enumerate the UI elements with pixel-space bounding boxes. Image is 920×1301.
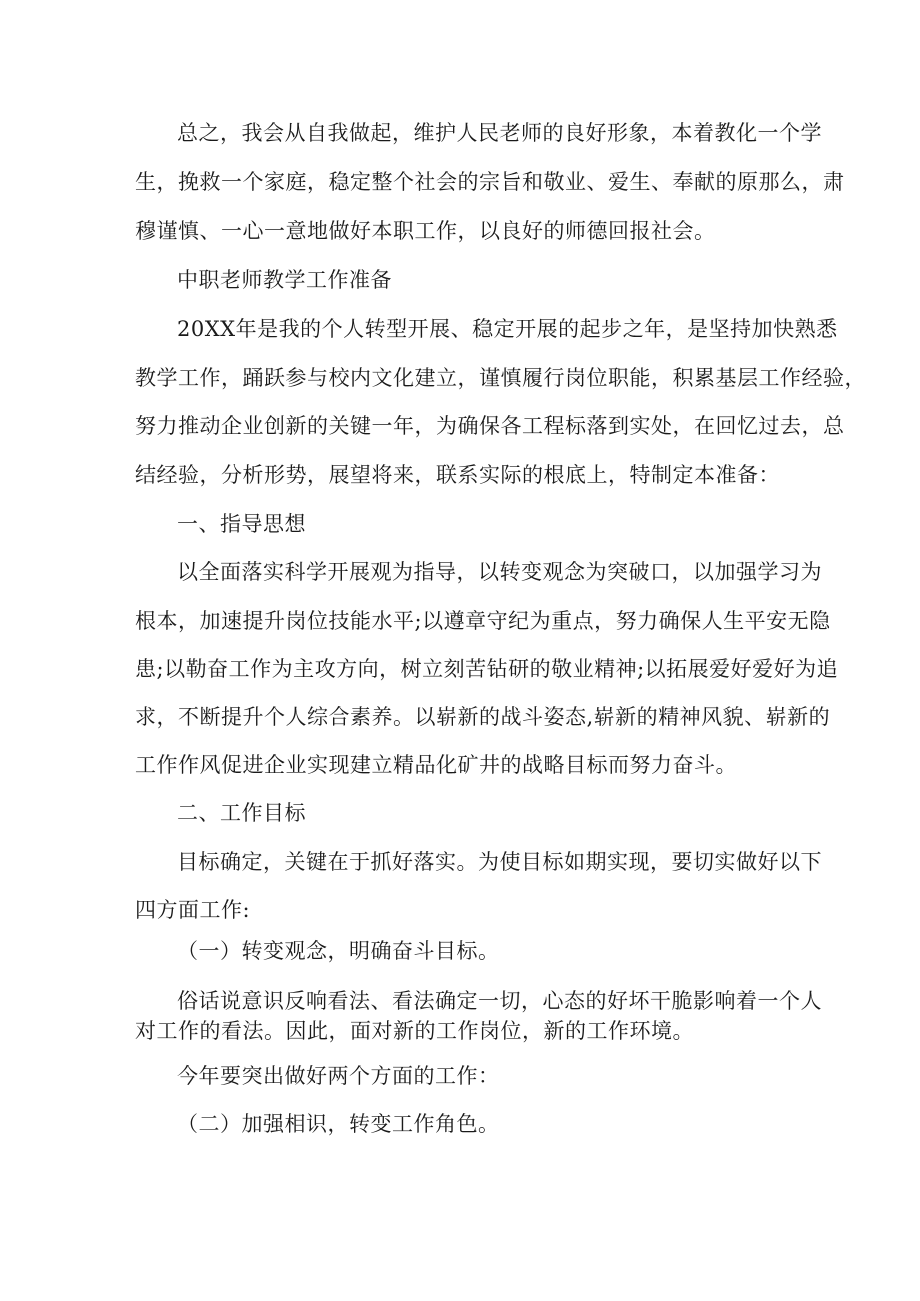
paragraph-line: 俗话说意识反响看法、看法确定一切，心态的好坏干脆影响着一个人 (177, 989, 822, 1013)
section-heading: 二、工作目标 (177, 801, 306, 825)
section-heading: 一、指导思想 (177, 512, 306, 536)
paragraph-line: 结经验，分析形势，展望将来，联系实际的根底上，特制定本准备： (135, 463, 780, 487)
paragraph-line: 20XX年是我的个人转型开展、稳定开展的起步之年，是坚持加快熟悉 (177, 317, 838, 341)
paragraph-line: 根本，加速提升岗位技能水平;以遵章守纪为重点，努力确保人生平安无隐 (135, 609, 831, 633)
paragraph-line: 今年要突出做好两个方面的工作： (177, 1064, 500, 1088)
paragraph-line: 工作作风促进企业实现建立精品化矿井的战略目标而努力奋斗。 (135, 753, 737, 777)
section-heading: 中职老师教学工作准备 (177, 268, 392, 292)
paragraph-line: 四方面工作: (135, 898, 251, 922)
paragraph-line: 教学工作，踊跃参与校内文化建立，谨慎履行岗位职能，积累基层工作经验， (135, 366, 866, 390)
paragraph-line: 求，不断提升个人综合素养。以崭新的战斗姿态,崭新的精神风貌、崭新的 (135, 705, 831, 729)
paragraph-line: 努力推动企业创新的关键一年，为确保各工程标落到实处，在回忆过去，总 (135, 414, 845, 438)
paragraph-line: 对工作的看法。因此，面对新的工作岗位，新的工作环境。 (135, 1019, 694, 1043)
subsection-heading: （一）转变观念，明确奋斗目标。 (177, 939, 500, 963)
paragraph-line: 生，挽救一个家庭，稳定整个社会的宗旨和敬业、爱生、奉献的原那么，肃 (135, 170, 845, 194)
paragraph-line: 穆谨慎、一心一意地做好本职工作，以良好的师德回报社会。 (135, 219, 716, 243)
paragraph-line: 目标确定，关键在于抓好落实。为使目标如期实现，要切实做好以下 (177, 850, 822, 874)
paragraph-line: 以全面落实科学开展观为指导，以转变观念为突破口，以加强学习为 (177, 560, 822, 584)
paragraph-line: 患;以勒奋工作为主攻方向，树立刻苦钻研的敬业精神;以拓展爱好爱好为追 (135, 657, 839, 681)
paragraph-line: 总之，我会从自我做起，维护人民老师的良好形象，本着教化一个学 (177, 121, 822, 145)
subsection-heading: （二）加强相识，转变工作角色。 (177, 1112, 500, 1136)
